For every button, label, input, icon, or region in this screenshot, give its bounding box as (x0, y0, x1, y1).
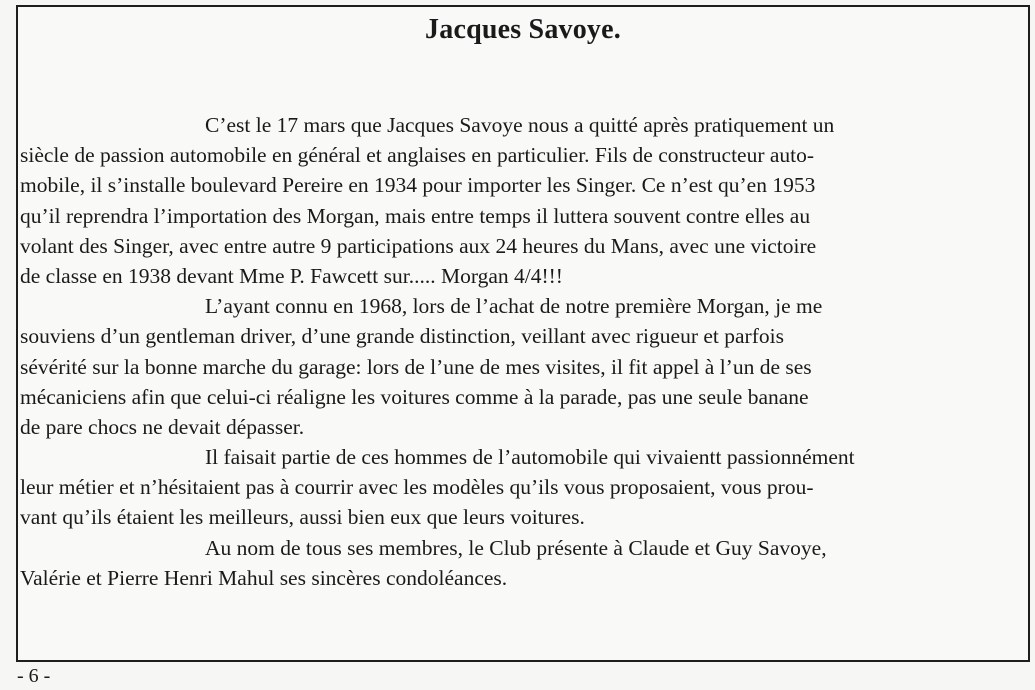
text-line: volant des Singer, avec entre autre 9 participations aux 24 heures du Mans, avec une victoire (20, 233, 817, 258)
text-line: Au nom de tous ses membres, le Club présente à Claude et Guy Savoye, (205, 535, 827, 560)
text-line: mécaniciens afin que celui-ci réaligne les voitures comme à la parade, pas une seule banane (20, 384, 809, 409)
text-line: de classe en 1938 devant Mme P. Fawcett sur..... Morgan 4/4!!! (20, 263, 563, 288)
text-line: siècle de passion automobile en général et anglaises en particulier. Fils de constructeur auto- (20, 143, 815, 168)
text-line: qu’il reprendra l’importation des Morgan, mais entre temps il luttera souvent contre elles au (20, 203, 811, 228)
article-frame (16, 5, 1030, 662)
article-body (20, 110, 1020, 593)
text-line: vant qu’ils étaient les meilleurs, aussi bien eux que leurs voitures. (20, 505, 585, 530)
text-line: de pare chocs ne devait dépasser. (20, 414, 305, 439)
article-title: Jacques Savoye. (425, 14, 621, 45)
text-line: leur métier et n’hésitaient pas à courrir avec les modèles qu’ils vous proposaient, vous prou- (20, 475, 814, 500)
text-line: souviens d’un gentleman driver, d’une grande distinction, veillant avec rigueur et parfois (20, 324, 784, 349)
text-line: C’est le 17 mars que Jacques Savoye nous a quitté après pratiquement un (205, 113, 835, 137)
text-line: Il faisait partie de ces hommes de l’automobile qui vivaientt passionnément (205, 445, 855, 470)
page-number: - 6 - (17, 665, 51, 687)
text-line: mobile, il s’installe boulevard Pereire en 1934 pour importer les Singer. Ce n’est qu’en 1953 (20, 173, 816, 198)
text-line: L’ayant connu en 1968, lors de l’achat de notre première Morgan, je me (205, 294, 823, 319)
text-line: sévérité sur la bonne marche du garage: lors de l’une de mes visites, il fit appel à l’un de ses (20, 354, 812, 379)
text-line: Valérie et Pierre Henri Mahul ses sincères condoléances. (20, 565, 508, 590)
